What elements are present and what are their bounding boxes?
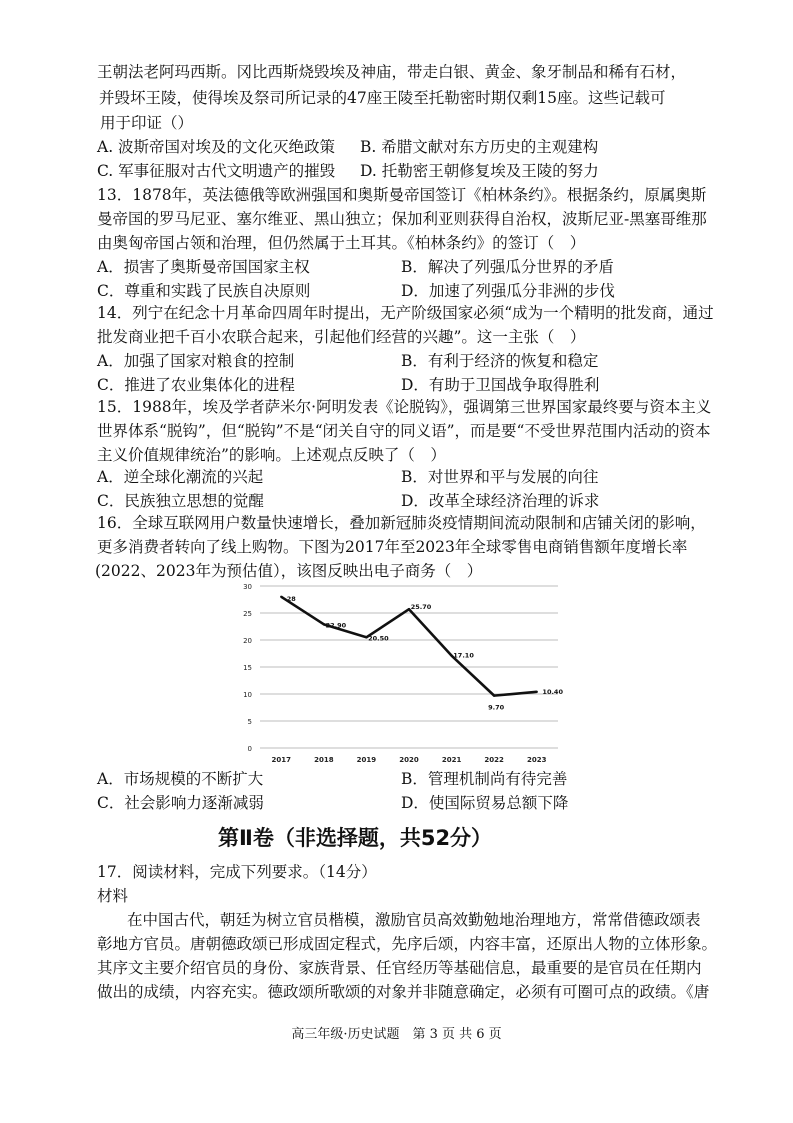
x-tick-label: 2023 xyxy=(526,756,547,764)
growth-rate-line-chart xyxy=(230,578,570,773)
q12-line-2: 并毁坏王陵，使得埃及祭司所记录的47座王陵至托勒密时期仅剩15座。这些记载可 xyxy=(99,89,666,107)
q13-line-3: 由奥匈帝国占领和治理，但仍然属于土耳其。《柏林条约》的签订（ ） xyxy=(97,234,586,252)
q15-line-3: 主义价值规律统治”的影响。上述观点反映了（ ） xyxy=(97,446,446,464)
q15-option-a: A．逆全球化潮流的兴起 xyxy=(97,468,264,486)
q17-material-label: 材料 xyxy=(97,887,129,905)
data-label: 17.10 xyxy=(453,651,474,660)
data-label: 25.70 xyxy=(410,603,432,612)
q17-material-line-3: 其序文主要介绍官员的身份、家族背景、任官经历等基础信息，最重要的是官员在任期内 xyxy=(97,959,702,977)
q16-option-b: B．管理机制尚有待完善 xyxy=(401,770,568,788)
data-point xyxy=(536,691,538,693)
x-tick-label: 2019 xyxy=(356,756,377,764)
q12-option-a: A. 波斯帝国对埃及的文化灭绝政策 xyxy=(97,138,336,156)
q16-option-c: C．社会影响力逐渐减弱 xyxy=(97,794,264,812)
q17-material-line-4: 做出的成绩，内容充实。德政颂所歌颂的对象并非随意确定，必须有可圈可点的政绩。《唐 xyxy=(97,983,710,1001)
q13-option-a: A．损害了奥斯曼帝国国家主权 xyxy=(97,258,310,276)
x-tick-label: 2018 xyxy=(314,756,334,764)
section-2-title: 第Ⅱ卷（非选择题，共52分） xyxy=(218,826,493,850)
q16-line-2: 更多消费者转向了线上购物。下图为2017年至2023年全球零售电商销售额年度增长率 xyxy=(97,538,688,556)
data-label: 22.90 xyxy=(325,621,347,630)
q14-option-d: D．有助于卫国战争取得胜利 xyxy=(401,376,600,394)
data-label: 20.50 xyxy=(368,634,389,643)
x-tick-label: 2017 xyxy=(271,756,292,764)
q15-line-1: 15．1988年，埃及学者萨米尔·阿明发表《论脱钩》，强调第三世界国家最终要与资本主义 xyxy=(97,398,712,416)
y-tick-label: 30 xyxy=(243,583,252,591)
page-footer: 高三年级·历史试题 第 3 页 共 6 页 xyxy=(291,1027,502,1042)
q16-line-3: (2022、2023年为预估值），该图反映出电子商务（ ） xyxy=(95,562,483,580)
q14-option-c: C．推进了农业集体化的进程 xyxy=(97,376,295,394)
q12-option-b: B. 希腊文献对东方历史的主观建构 xyxy=(360,138,599,156)
q14-line-2: 批发商业把千百小农联合起来，引起他们经营的兴趣”。这一主张（ ） xyxy=(97,328,586,346)
q12-option-d: D. 托勒密王朝修复埃及王陵的努力 xyxy=(360,162,599,180)
y-tick-label: 20 xyxy=(243,637,252,645)
y-tick-label: 15 xyxy=(243,664,252,672)
y-tick-label: 10 xyxy=(243,691,252,699)
x-tick-label: 2021 xyxy=(441,756,462,764)
q17-material-line-1: 在中国古代，朝廷为树立官员楷模，激励官员高效勤勉地治理地方，常常借德政颂表 xyxy=(127,911,701,929)
q13-option-d: D．加速了列强瓜分非洲的步伐 xyxy=(401,282,615,300)
q12-line-1: 王朝法老阿玛西斯。冈比西斯烧毁埃及神庙，带走白银、黄金、象牙制品和稀有石材， xyxy=(97,63,687,81)
q17-line-1: 17．阅读材料，完成下列要求。（14分） xyxy=(97,863,377,881)
q14-line-1: 14．列宁在纪念十月革命四周年时提出，无产阶级国家必须“成为一个精明的批发商，通过 xyxy=(97,304,714,322)
data-label: 10.40 xyxy=(542,687,563,696)
data-label: 9.70 xyxy=(488,703,505,712)
q13-option-c: C．尊重和实践了民族自决原则 xyxy=(97,282,311,300)
y-tick-label: 25 xyxy=(243,610,252,618)
data-point xyxy=(493,694,495,696)
x-tick-label: 2022 xyxy=(484,756,504,764)
q12-option-c: C. 军事征服对古代文明遗产的摧毁 xyxy=(97,162,336,180)
x-tick-label: 2020 xyxy=(399,756,419,764)
series-line xyxy=(281,594,536,696)
q13-line-1: 13．1878年，英法德俄等欧洲强国和奥斯曼帝国签订《柏林条约》。根据条约，原属奥斯 xyxy=(97,186,707,204)
q17-material-line-2: 彰地方官员。唐朝德政颂已形成固定程式，先序后颂，内容丰富，还原出人物的立体形象。 xyxy=(97,935,718,953)
data-label: 28 xyxy=(286,594,296,603)
q12-line-3: 用于印证（） xyxy=(100,114,194,132)
q14-option-b: B．有利于经济的恢复和稳定 xyxy=(401,352,599,370)
q15-option-d: D．改革全球经济治理的诉求 xyxy=(401,492,600,510)
y-tick-label: 0 xyxy=(247,745,252,753)
q13-line-2: 曼帝国的罗马尼亚、塞尔维亚、黑山独立；保加利亚则获得自治权，波斯尼亚-黑塞哥维那 xyxy=(97,210,707,228)
q16-option-a: A．市场规模的不断扩大 xyxy=(97,770,264,788)
y-tick-label: 5 xyxy=(247,718,252,726)
q16-line-1: 16．全球互联网用户数量快速增长，叠加新冠肺炎疫情期间流动限制和店铺关闭的影响， xyxy=(97,514,706,532)
data-point xyxy=(280,596,282,598)
q15-line-2: 世界体系“脱钩”，但“脱钩”不是“闭关自守的同义语”，而是要“不受世界范围内活动的资本 xyxy=(97,422,711,440)
q14-option-a: A．加强了国家对粮食的控制 xyxy=(97,352,295,370)
q15-option-b: B．对世界和平与发展的向往 xyxy=(401,468,599,486)
q16-option-d: D．使国际贸易总额下降 xyxy=(401,794,569,812)
q13-option-b: B．解决了列强瓜分世界的矛盾 xyxy=(401,258,614,276)
q15-option-c: C．民族独立思想的觉醒 xyxy=(97,492,264,510)
